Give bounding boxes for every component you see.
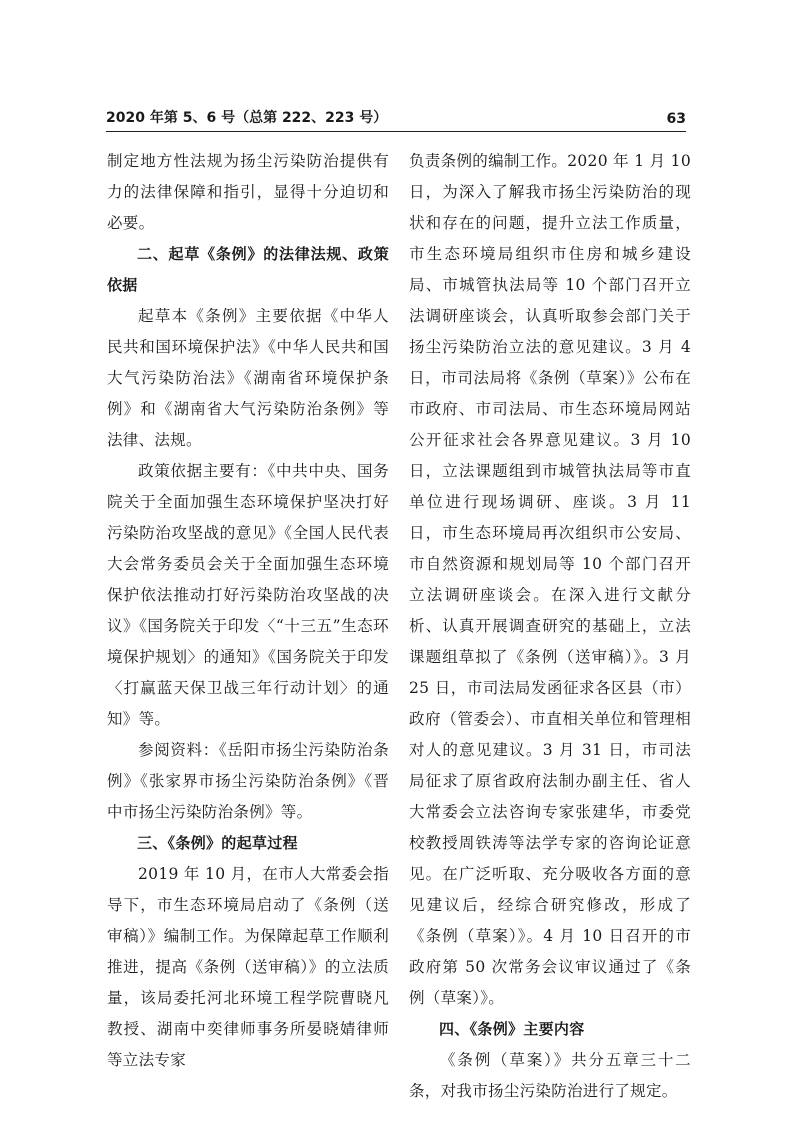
left-column bbox=[107, 146, 389, 1076]
issue-info: 2020 年第 5、6 号（总第 222、223 号） bbox=[106, 110, 388, 126]
running-header bbox=[106, 107, 686, 132]
paragraph-drafting-process-continued: 负责条例的编制工作。2020 年 1 月 10 日，为深入了解我市扬尘污染防治的现状和存在的问题，提升立法工作质量，市生态环境局组织市住房和城乡建设局、市城管执法局等 10 个部门召开立法调研座谈会，认真听取参会部门关于扬尘污染防治立法的意见建议。3 月 4 日，市司法局将《条例（草案）》公布在市政府、市司法局、市生态环境局网站公开征求社会各界意见建议。3 月 10 日，立法课题组到市城管执法局等市直单位进行现场调研、座谈。3 月 11 日，市生态环境局再次组织市公安局、市自然资源和规划局等 10 个部门召开立法调研座谈会。在深入进行文献分析、认真开展调查研究的基础上，立法课题组草拟了《条例（送审稿）》。3 月 25 日，市司法局发函征求各区县（市）政府（管委会）、市直相关单位和管理相对人的意见建议。3 月 31 日，市司法局征求了原省政府法制办副主任、省人大常委会立法咨询专家张建华，市委党校教授周铁涛等法学专家的咨询论证意见。在广泛听取、充分吸收各方面的意见建议后，经综合研究修改，形成了《条例（草案）》。4 月 10 日召开的市政府第 50 次常务会议审议通过了《条例（草案）》。 bbox=[409, 152, 691, 1007]
paragraph-policy-basis: 政策依据主要有：《中共中央、国务院关于全面加强生态环境保护坚决打好污染防治攻坚战的意见》《全国人民代表大会常务委员会关于全面加强生态环境保护依法推动打好污染防治攻坚战的决议》《国务院关于印发〈“十三五”生态环境保护规划〉的通知》《国务院关于印发〈打赢蓝天保卫战三年行动计划〉的通知》等。 bbox=[107, 462, 389, 728]
paragraph-legal-basis: 起草本《条例》主要依据《中华人民共和国环境保护法》《中华人民共和国大气污染防治法》《湖南省环境保护条例》和《湖南省大气污染防治条例》等法律、法规。 bbox=[107, 307, 389, 449]
paragraph-drafting-process: 2019 年 10 月，在市人大常委会指导下，市生态环境局启动了《条例（送审稿）》编制工作。为保障起草工作顺利推进，提高《条例（送审稿）》的立法质量，该局委托河北环境工程学院曹晓凡教授、湖南中奕律师事务所晏晓婧律师等立法专家 bbox=[107, 865, 389, 1069]
section-heading-3: 三、《条例》的起草过程 bbox=[137, 834, 298, 852]
paragraph-main-content: 《条例（草案）》共分五章三十二条，对我市扬尘污染防治进行了规定。 bbox=[409, 1051, 691, 1100]
right-column bbox=[409, 146, 691, 1107]
paragraph-continued: 制定地方性法规为扬尘污染防治提供有力的法律保障和指引，显得十分迫切和必要。 bbox=[107, 152, 389, 232]
paragraph-references: 参阅资料：《岳阳市扬尘污染防治条例》《张家界市扬尘污染防治条例》《晋中市扬尘污染防治条例》等。 bbox=[107, 741, 389, 821]
page-number: 63 bbox=[666, 111, 686, 127]
section-heading-2: 二、起草《条例》的法律法规、政策依据 bbox=[107, 245, 389, 294]
section-heading-4: 四、《条例》主要内容 bbox=[439, 1020, 585, 1038]
